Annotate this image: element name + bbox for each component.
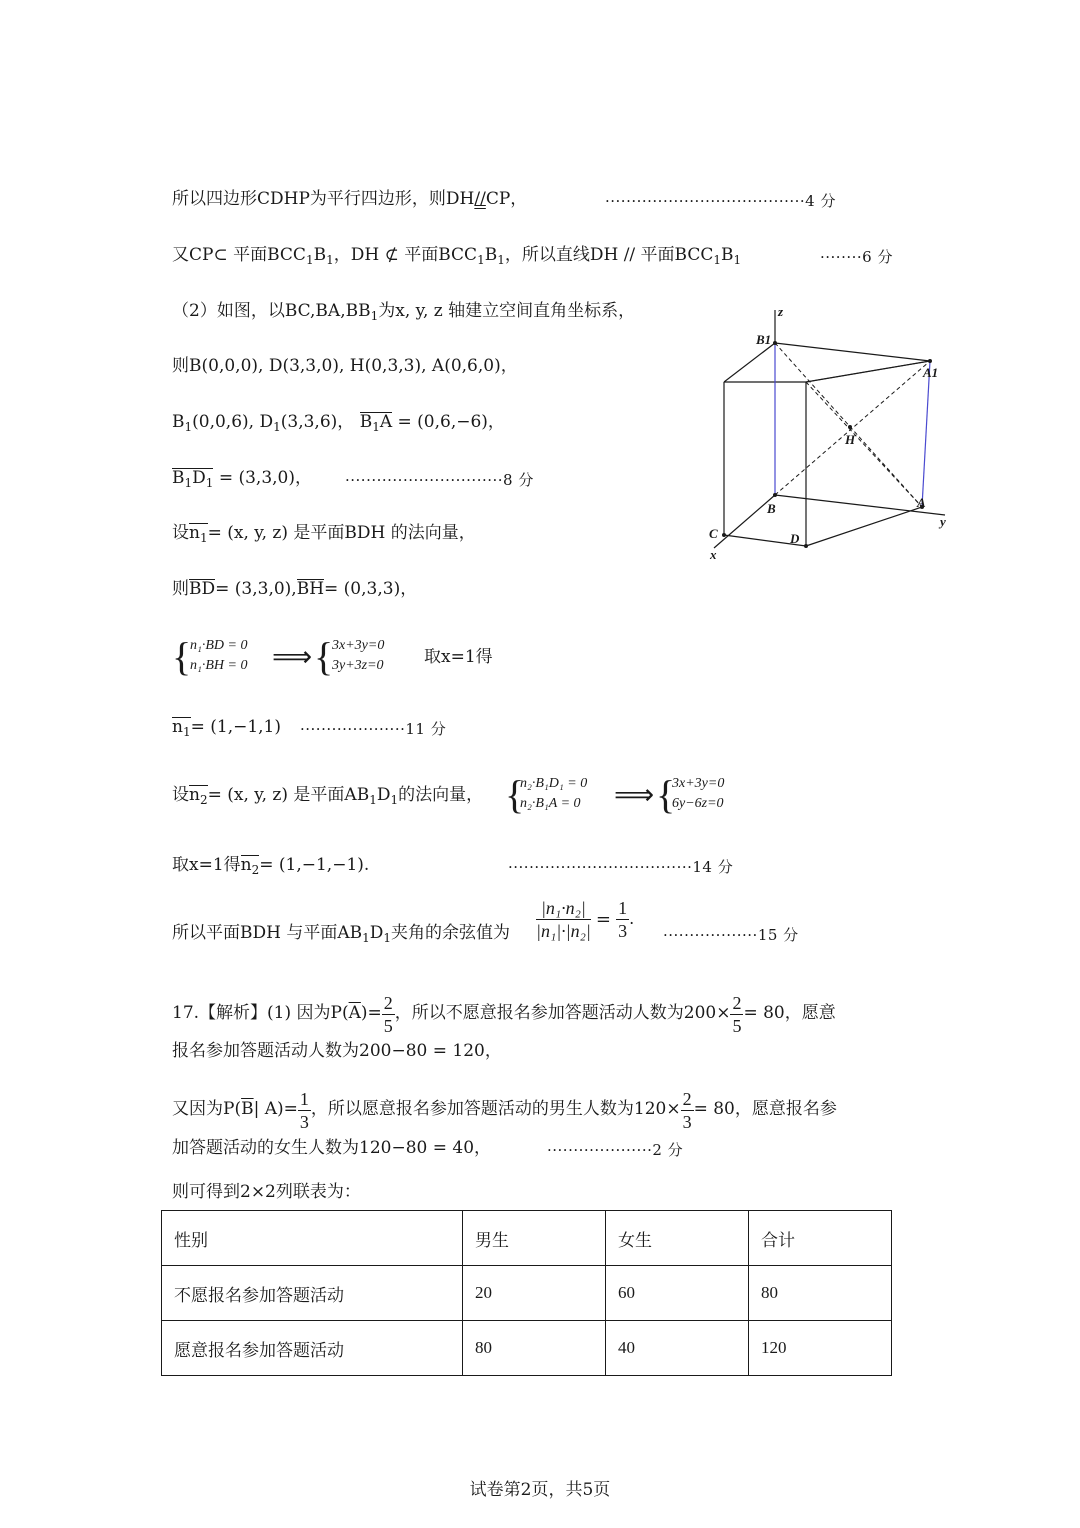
vector-n2-result (241, 854, 260, 881)
point-b1 (773, 341, 777, 345)
score-15: ··················15 分 (663, 926, 799, 944)
l2-sub2: 1 (326, 253, 334, 267)
f23-den: 3 (682, 1112, 692, 1132)
l5-c: (3,3,6)， (280, 412, 355, 432)
l7-b: = (x, y, z) 是平面BDH 的法向量， (207, 523, 476, 543)
score-4: ······································4 分 (605, 192, 836, 210)
l2-d: ，DH ⊄ 平面BCC (333, 245, 478, 265)
label-y: y (940, 514, 946, 529)
l13-sub2: 1 (383, 931, 392, 945)
vec-b1a-sub: 1 (372, 420, 380, 434)
cosine-fraction (536, 897, 634, 942)
l2-c: B (313, 245, 327, 265)
proof-line-n2-result (172, 854, 369, 881)
l14-c: ，所以不愿意报名参加答题活动人数为200× (394, 1003, 731, 1023)
f25-num: 2 (383, 993, 393, 1013)
system2-brace: { (505, 772, 525, 817)
proof-line-coordinate-setup (172, 300, 635, 327)
proof-line-normal-n2 (172, 784, 483, 811)
l12-rest: = (1,−1,−1). (259, 855, 370, 875)
n1-letter: n (189, 523, 200, 543)
sys2-row2: n₂·B₁A = 0 (520, 796, 581, 811)
l11-c: D (376, 785, 391, 805)
l5-a: B (172, 412, 185, 432)
cos-dot: . (629, 909, 635, 928)
n1r-letter: n (172, 717, 183, 737)
l11-sub2: 1 (390, 793, 399, 807)
l12-a: 取x=1得 (172, 855, 241, 875)
cos-frac (536, 897, 591, 942)
vec-b1d1-sub1: 1 (184, 476, 193, 490)
line-d1-a1-dash (806, 361, 930, 382)
sys1-row2: n₁·BH = 0 (190, 658, 248, 673)
cell-female: 40 (606, 1321, 749, 1376)
l11-b: = (x, y, z) 是平面AB (207, 785, 370, 805)
proof-line-points-2 (172, 411, 505, 438)
sys1b-row2: 3y+3z=0 (332, 658, 384, 673)
l2-e: B (484, 245, 498, 265)
vector-b1a (360, 411, 392, 438)
cos-num: |n₁·n₂| (536, 897, 591, 920)
system2b-brace: { (656, 772, 676, 817)
point-c (722, 533, 726, 537)
l2-sub4: 1 (497, 253, 505, 267)
cell-total: 120 (749, 1321, 892, 1376)
a-bar: $\overline{A}$ (348, 1003, 361, 1023)
edge-c1-b1 (724, 343, 775, 382)
n2r-sub: 2 (251, 863, 260, 877)
take-x-1: 取x=1得 (424, 647, 493, 667)
cos-den: |n₁|·|n₂| (536, 921, 591, 941)
solution-17-line2: 报名参加答题活动人数为200−80 = 120， (172, 1041, 502, 1061)
system2 (520, 774, 587, 814)
score-8: ······························8 分 (345, 471, 534, 489)
contingency-table (161, 1210, 892, 1376)
l6-rest: = (3,3,0)， (218, 468, 312, 488)
point-a1 (928, 359, 932, 363)
sys1b-row1: 3x+3y=0 (332, 638, 385, 653)
score-2: ····················2 分 (547, 1141, 684, 1159)
f25b-den: 5 (732, 1016, 742, 1036)
proof-line-n1-result (172, 716, 281, 743)
point-b (773, 493, 777, 497)
n1r-sub: 1 (182, 725, 191, 739)
implies-arrow-2: ⟹ (614, 778, 655, 811)
l16-d: = 80，愿意报名参 (693, 1099, 837, 1119)
score-11: ····················11 分 (300, 720, 447, 738)
l11-sub1: 1 (369, 793, 377, 807)
l7-a: 设 (172, 523, 189, 543)
cos-rden: 3 (618, 921, 628, 941)
frac-1-3 (298, 1088, 311, 1133)
prism-figure (700, 300, 960, 570)
edge-d-a (806, 507, 922, 546)
system2b (672, 774, 724, 814)
system1b (332, 636, 384, 676)
score-14: ···································14 分 (508, 858, 734, 876)
proof-line-line-parallel-plane (172, 244, 741, 271)
label-c: C (709, 526, 718, 541)
label-a: A (917, 495, 926, 510)
vec-b1d1-sub2: 1 (205, 476, 214, 490)
vector-bh: BH (296, 579, 325, 599)
l2-sub1: 1 (305, 253, 314, 267)
table-row (162, 1266, 892, 1321)
header-female: 女生 (606, 1211, 749, 1266)
l5-b: (0,0,6), D (192, 412, 274, 432)
f23-num: 2 (682, 1089, 692, 1109)
vector-n2 (189, 784, 208, 811)
n2r-letter: n (240, 855, 252, 875)
cell-female: 60 (606, 1266, 749, 1321)
solution-17-line3 (172, 1088, 837, 1133)
line-b-a1 (775, 361, 930, 495)
solution-17-line4: 加答题活动的女生人数为120−80 = 40， (172, 1138, 492, 1158)
proof-line-cosine (172, 922, 510, 949)
edge-a-a1 (922, 361, 930, 507)
proof-line-parallelogram (172, 188, 527, 210)
table-header-row (162, 1211, 892, 1266)
header-male: 男生 (463, 1211, 606, 1266)
sys2b-row1: 3x+3y=0 (672, 776, 725, 791)
system1 (190, 636, 247, 676)
page-footer: 试卷第2页，共5页 (469, 1480, 611, 1500)
point-h (848, 425, 852, 429)
l3-sub: 1 (370, 309, 379, 323)
label-a1: A1 (923, 365, 939, 380)
l16-c: ，所以愿意报名参加答题活动的男生人数为120× (310, 1099, 681, 1119)
l13-c: 夹角的余弦值为 (391, 923, 511, 943)
l8-b: = (3,3,0), (215, 579, 297, 599)
n1-sub: 1 (199, 531, 208, 545)
prism-solid-edges (714, 310, 945, 548)
l10-rest: = (1,−1,1) (190, 717, 282, 737)
proof-line-points: 则B(0,0,0), D(3,3,0), H(0,3,3), A(0,6,0)， (172, 356, 518, 376)
proof-line-vector-b1d1 (172, 467, 312, 494)
n2-letter: n (189, 785, 200, 805)
table-intro: 则可得到2×2列联表为： (172, 1182, 361, 1202)
f13-den: 3 (299, 1112, 309, 1132)
label-z: z (778, 304, 784, 319)
cos-rnum: 1 (618, 898, 628, 918)
l2-sub3: 1 (477, 253, 485, 267)
l2-g: B (721, 245, 734, 265)
frac-2-5 (382, 992, 395, 1037)
prism-points (722, 341, 932, 548)
b-bar: $\overline{B}$ (241, 1099, 254, 1119)
vec-b1a-b: A (379, 412, 393, 432)
l14-d: = 80，愿意 (743, 1003, 836, 1023)
vec-b1a-a: B (359, 412, 373, 432)
l13-a: 所以平面BDH 与平面AB (172, 923, 363, 943)
line-b1-a (775, 343, 922, 507)
implies-arrow-1: ⟹ (272, 640, 313, 673)
l5-sub1: 1 (184, 420, 193, 434)
f13-num: 1 (299, 1089, 309, 1109)
vector-n1 (189, 522, 208, 549)
f25b-num: 2 (732, 993, 742, 1013)
l8-a: 则 (172, 579, 189, 599)
cell-male: 20 (463, 1266, 606, 1321)
table-row (162, 1321, 892, 1376)
proof-line-normal-n1 (172, 522, 476, 549)
l2-f: ，所以直线DH // 平面BCC (504, 245, 714, 265)
header-total: 合计 (749, 1211, 892, 1266)
l2-sub5: 1 (713, 253, 722, 267)
cos-result (616, 897, 629, 942)
frac-2-3 (681, 1088, 694, 1133)
label-h: H (845, 432, 856, 447)
l3-a: （2）如图，以BC,BA,BB (172, 301, 371, 321)
cell-male: 80 (463, 1321, 606, 1376)
line1-end: CP， (485, 189, 528, 209)
cell-total: 80 (749, 1266, 892, 1321)
n2-sub: 2 (199, 793, 208, 807)
frac-2-5-b (730, 992, 743, 1037)
f25-den: 5 (383, 1016, 393, 1036)
sys2b-row2: 6y−6z=0 (672, 796, 724, 811)
l8-c: = (0,3,3)， (324, 579, 418, 599)
l2-b: ⊂ 平面BCC (213, 245, 306, 265)
label-x: x (710, 547, 717, 562)
l13-b: D (369, 923, 384, 943)
sys1-row1: n₁·BD = 0 (190, 638, 248, 653)
l2-sub6: 1 (733, 253, 742, 267)
row-label: 愿意报名参加答题活动 (162, 1321, 463, 1376)
l11-d: 的法向量， (398, 785, 484, 805)
l5-sub2: 1 (273, 420, 281, 434)
system1b-brace: { (314, 634, 334, 679)
point-d (804, 544, 808, 548)
label-b: B (767, 501, 776, 516)
l13-sub1: 1 (362, 931, 370, 945)
edge-b1-a1 (775, 343, 930, 361)
l14-b: )= (360, 1003, 382, 1023)
row-label: 不愿报名参加答题活动 (162, 1266, 463, 1321)
proof-line-bd-bh (172, 578, 417, 600)
l2-a: 又CP (172, 245, 214, 265)
vec-b1d1-a: B (172, 468, 185, 488)
label-d: D (790, 531, 800, 546)
score-6: ········6 分 (820, 248, 893, 266)
vec-b1d1-b: D (192, 468, 206, 488)
header-gender: 性别 (162, 1211, 463, 1266)
vector-bd: BD (189, 579, 216, 599)
cos-eq: = (595, 909, 611, 930)
label-b1: B1 (756, 332, 772, 347)
sys2-row1: n₂·B₁D₁ = 0 (520, 776, 588, 791)
system1-brace: { (172, 634, 192, 679)
l11-a: 设 (172, 785, 189, 805)
solution-17-line1 (172, 992, 836, 1037)
l5-d: = (0,6,−6)， (397, 412, 505, 432)
vector-n1-result (172, 716, 191, 743)
l16-b: | A)= (253, 1099, 298, 1119)
l14-a: 17.【解析】(1) 因为P( (172, 1003, 349, 1023)
vector-b1d1 (172, 467, 213, 494)
parallel-equal-symbol: // (474, 189, 486, 209)
line1-text: 所以四边形CDHP为平行四边形，则DH (172, 189, 475, 209)
prism-dashed-lines (775, 343, 930, 507)
l16-a: 又因为P( (172, 1099, 242, 1119)
l3-b: 为x, y, z 轴建立空间直角坐标系， (378, 301, 636, 321)
line-d1-a (806, 382, 922, 507)
